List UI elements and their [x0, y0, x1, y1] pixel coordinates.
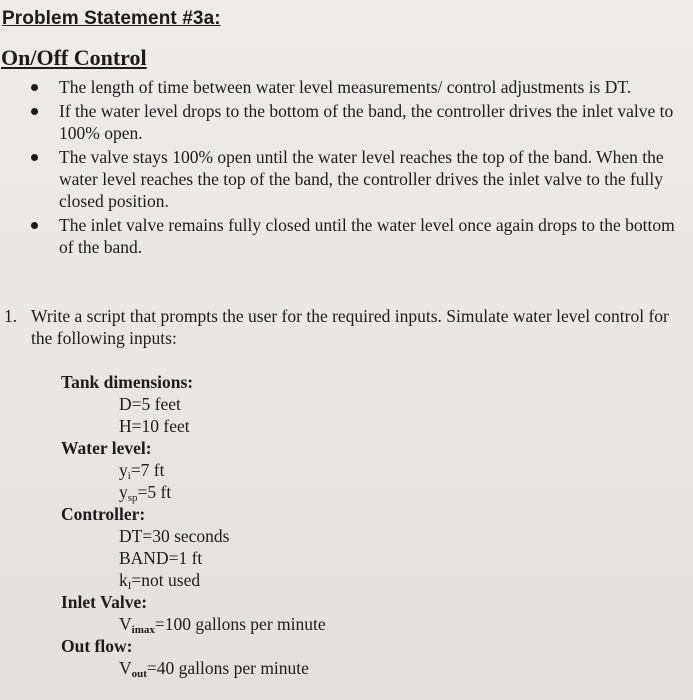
vout-symbol: V [119, 658, 132, 678]
yi-subscript: i [127, 470, 131, 482]
bullet-dot-icon [31, 222, 38, 229]
tank-diameter: D=5 feet [119, 394, 181, 414]
controller-heading: Controller: [61, 504, 146, 524]
bullet-item [0, 100, 690, 144]
water-heading: Water level: [61, 438, 152, 458]
bullet-text: The inlet valve remains fully closed until the water level once again drops to the bottom of the band. [59, 215, 675, 257]
ki-subscript: I [127, 580, 132, 592]
bullet-item [0, 214, 690, 258]
vimax-symbol: V [119, 614, 132, 634]
outflow-vout [119, 658, 309, 680]
setpoint-level [119, 482, 171, 504]
ki-symbol: k [119, 570, 128, 590]
bullet-text: If the water level drops to the bottom of the band, the controller drives the inlet valve to 100% open. [59, 101, 674, 143]
task-text: Write a script that prompts the user for the required inputs. Simulate water level control for the following inputs: [31, 306, 669, 348]
bullet-dot-icon [31, 84, 38, 91]
vout-value: =40 gallons per minute [146, 658, 309, 678]
bullet-item [0, 76, 690, 98]
ysp-symbol: y [119, 482, 128, 502]
tank-heading: Tank dimensions: [61, 372, 194, 392]
controller-dt: DT=30 seconds [119, 526, 230, 546]
vout-subscript: out [131, 668, 147, 680]
bullet-item [0, 146, 690, 212]
problem-title: Problem Statement #3a: [2, 8, 221, 29]
initial-level [119, 460, 165, 482]
ysp-value: =5 ft [137, 482, 172, 502]
bullet-text: The valve stays 100% open until the water level reaches the top of the band. When the water level reaches the top of the band, the controller drives the inlet valve to the fully closed position. [59, 147, 664, 211]
tank-height: H=10 feet [119, 416, 190, 436]
task-number: 1. [4, 306, 18, 326]
controller-ki [119, 570, 200, 592]
valve-heading: Inlet Valve: [61, 592, 148, 612]
bullet-list [0, 76, 690, 260]
ysp-subscript: sp [127, 492, 138, 504]
section-title: On/Off Control [1, 45, 147, 70]
task-item [0, 305, 690, 349]
controller-band: BAND=1 ft [119, 548, 203, 568]
bullet-dot-icon [31, 154, 38, 161]
outflow-heading: Out flow: [61, 636, 133, 656]
yi-symbol: y [119, 460, 128, 480]
ki-value: =not used [131, 570, 201, 590]
yi-value: =7 ft [130, 460, 165, 480]
bullet-text: The length of time between water level measurements/ control adjustments is DT. [59, 77, 632, 97]
valve-vimax [119, 614, 326, 636]
vimax-subscript: imax [131, 624, 155, 636]
bullet-dot-icon [31, 108, 38, 115]
vimax-value: =100 gallons per minute [154, 614, 326, 634]
